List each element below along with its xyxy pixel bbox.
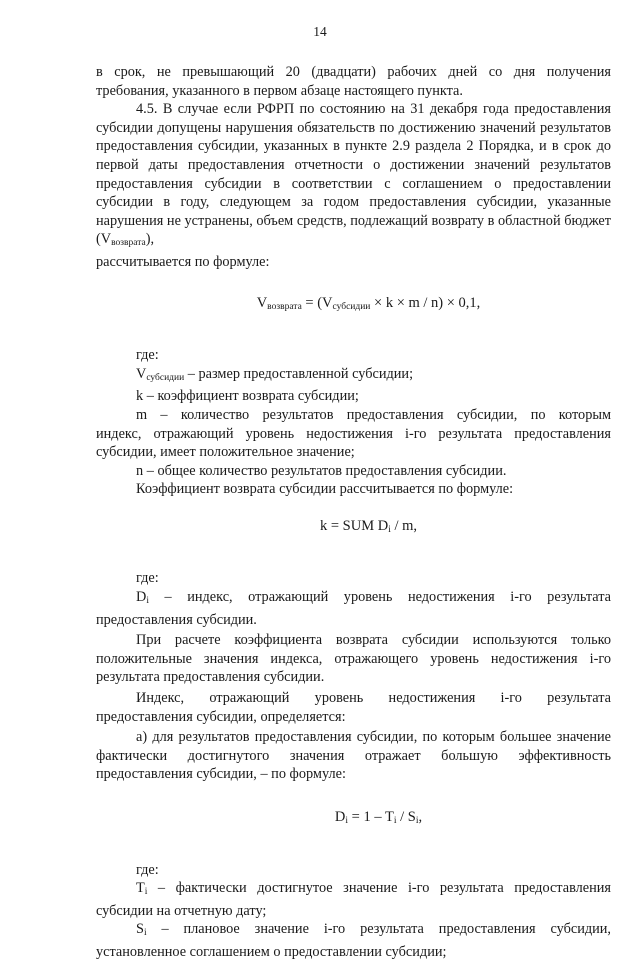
document-body	[96, 63, 611, 962]
k-formula-intro: Коэффициент возврата субсидии рассчитывается по формуле:	[136, 481, 514, 498]
page-number: 14	[313, 24, 327, 39]
definition-s: $S_i$ – плановое значение i-го результата предоставления субсидии, установленное соглашением о предоставлении субсидии;	[96, 921, 611, 960]
definition-v: $V_{субсидии}$ – размер предоставленной субсидии;	[136, 365, 414, 383]
paragraph-4-5: 4.5. В случае если РФРП по состоянию на 31 декабря года предоставления субсидии допущены нарушения обязательств по достижению значений результатов предоставления субсидии, указанных в пункте 2.9 раздела 2 Порядка, и в срок до первой даты предоставления отчетности о достижении значений результатов предоставления субсидии в соответствии с соглашением о предоставлении субсидии в году, следующем за годом предоставления субсидии, указанные нарушения не устранены, объем средств, подлежащий возврату в областной бюджет $(V_{возврата})$,	[96, 101, 611, 249]
definition-m: m – количество результатов предоставления субсидии, по которым	[136, 406, 611, 423]
text-line: в срок, не превышающий 20 (двадцати) рабочих дней со дня получения	[96, 64, 611, 80]
definition-m-cont: индекс, отражающий уровень недостижения i-го результата предоставления субсидии, имеет положительное значение;	[96, 425, 611, 461]
formula-d: $D_i = 1 - T_i / S_i$,	[334, 809, 423, 826]
text-line: рассчитывается по формуле:	[96, 253, 270, 270]
definition-t: $T_i$ – фактически достигнутое значение i-го результата предоставления субсидии на отчетную дату;	[96, 880, 611, 919]
formula-k: k = SUM $D_i$ / m,	[319, 517, 418, 535]
definition-d: $D_i$ – индекс, отражающий уровень недостижения i-го результата	[136, 589, 611, 607]
where-label: где:	[136, 347, 159, 364]
item-a: а) для результатов предоставления субсидии, по которым большее значение фактически достигнутого значения отражает большую эффективность предоставления субсидии, – по формуле:	[96, 729, 611, 783]
where-label: где:	[136, 861, 159, 878]
definition-d-cont: предоставления субсидии.	[96, 611, 257, 628]
index-intro-cont: предоставления субсидии, определяется:	[96, 708, 346, 725]
index-intro: Индекс, отражающий уровень недостижения i-го результата	[136, 690, 611, 707]
calc-note: При расчете коэффициента возврата субсидии используются только положительные значения индекса, отражающего уровень недостижения i-го результата предоставления субсидии.	[96, 632, 611, 686]
definition-n: n – общее количество результатов предоставления субсидии.	[136, 462, 507, 479]
where-label: где:	[136, 570, 159, 587]
text-line: требования, указанного в первом абзаце настоящего пункта.	[96, 82, 463, 99]
formula-v-return: $V_{возврата} = (V_{субсидии} \times k \times m / n) \times 0,1$,	[256, 294, 481, 312]
definition-k: k – коэффициент возврата субсидии;	[136, 388, 359, 405]
